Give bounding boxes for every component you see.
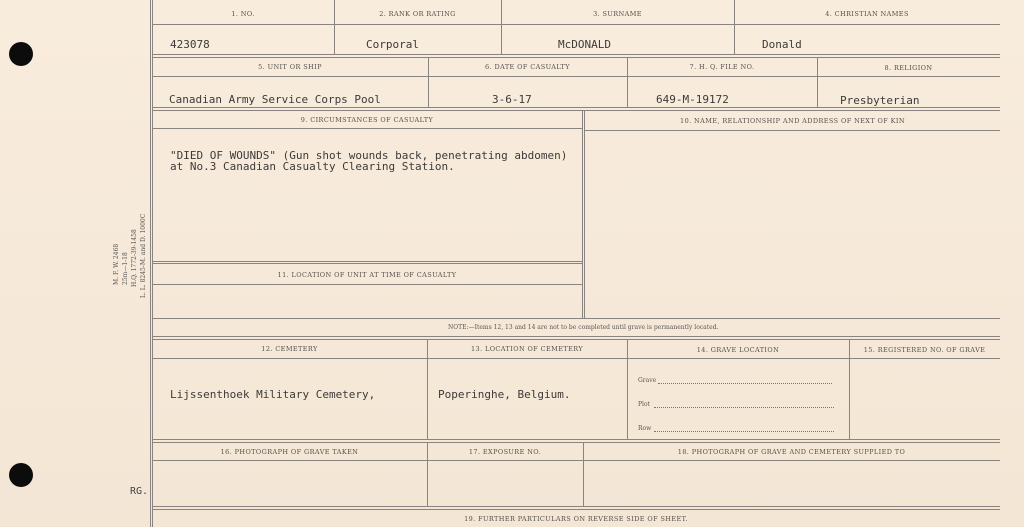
rank-label: 2. RANK OR RATING [379, 10, 456, 18]
date-label: 6. DATE OF CASUALTY [485, 63, 570, 71]
punch-hole-top [9, 42, 33, 66]
circumstances-line-1: "DIED OF WOUNDS" (Gun shot wounds back, penetrating abdomen) [170, 149, 568, 162]
grave-location-label: 14. GRAVE LOCATION [696, 346, 780, 354]
row-field-label: Row [638, 425, 652, 432]
photo-taken-label: 16. PHOTOGRAPH OF GRAVE TAKEN [220, 448, 359, 456]
cemetery-location-label: 13. LOCATION OF CEMETERY [470, 345, 584, 353]
rule [152, 506, 1000, 507]
note-text: NOTE:—Items 12, 13 and 14 are not to be completed until grave is permanently located. [448, 324, 719, 331]
surname-label: 3. SURNAME [593, 10, 642, 18]
rule [734, 0, 735, 54]
rule [152, 439, 1000, 440]
rule [334, 0, 335, 54]
rule [152, 57, 1000, 58]
no-label: 1. NO. [231, 10, 255, 18]
no-value: 423078 [170, 38, 210, 51]
christian-names-value: Donald [762, 38, 802, 51]
rule [152, 284, 582, 285]
punch-hole-bottom [9, 463, 33, 487]
hq-file-value: 649-M-19172 [656, 93, 729, 106]
hq-file-label: 7. H. Q. FILE NO. [689, 63, 755, 71]
cemetery-label: 12. CEMETERY [261, 345, 318, 353]
religion-label: 8. RELIGION [884, 64, 933, 72]
registered-no-label: 15. REGISTERED NO. OF GRAVE [863, 346, 986, 354]
rule [152, 336, 1000, 337]
unit-value: Canadian Army Service Corps Pool [169, 93, 381, 106]
plot-dotted-line [654, 406, 834, 408]
rule [152, 107, 1000, 108]
rule [152, 261, 582, 262]
plot-field-label: Plot [638, 401, 650, 408]
location-unit-label: 11. LOCATION OF UNIT AT TIME OF CASUALTY [277, 271, 457, 279]
rule [582, 110, 583, 318]
photo-supplied-label: 18. PHOTOGRAPH OF GRAVE AND CEMETERY SUPPLIED TO [677, 448, 906, 456]
grave-dotted-line [658, 382, 832, 384]
rank-value: Corporal [366, 38, 419, 51]
further-particulars-label: 19. FURTHER PARTICULARS ON REVERSE SIDE OF SHEET. [464, 515, 688, 523]
circumstances-label: 9. CIRCUMSTANCES OF CASUALTY [300, 116, 434, 124]
left-border [150, 0, 151, 527]
date-value: 3-6-17 [492, 93, 532, 106]
rule [152, 358, 1000, 359]
rule [152, 76, 1000, 77]
rule [627, 339, 628, 439]
cemetery-location-value: Poperinghe, Belgium. [438, 388, 571, 401]
row-dotted-line [654, 430, 834, 432]
rule [584, 110, 585, 318]
margin-line-3: H.Q. 1772-39-1458 [131, 229, 138, 287]
rule [427, 339, 428, 439]
rule [152, 263, 582, 264]
grave-field-label: Grave [638, 377, 657, 384]
clerk-initials: RG. [130, 486, 149, 497]
rule [152, 318, 1000, 319]
rule [152, 110, 1000, 111]
margin-line-2: 25m—1-18 [122, 252, 129, 285]
next-of-kin-label: 10. NAME, RELATIONSHIP AND ADDRESS OF NEXT OF KIN [680, 117, 905, 125]
rule [152, 442, 1000, 443]
rule [152, 54, 1000, 55]
circumstances-line-2: at No.3 Canadian Casualty Clearing Station. [170, 160, 455, 173]
religion-value: Presbyterian [840, 94, 920, 107]
surname-value: McDONALD [558, 38, 611, 51]
rule [152, 509, 1000, 510]
rule [152, 339, 1000, 340]
rule [501, 0, 502, 54]
unit-label: 5. UNIT OR SHIP [258, 63, 322, 71]
margin-line-4: L. L. 8245-M. and D. 1000C [140, 213, 147, 298]
margin-line-1: M. F. W. 2468 [113, 243, 120, 285]
cemetery-value: Lijssenthoek Military Cemetery, [170, 388, 376, 401]
rule [849, 339, 850, 439]
exposure-label: 17. EXPOSURE NO. [468, 448, 542, 456]
rule [585, 130, 1000, 131]
rule [152, 24, 1000, 25]
rule [152, 128, 582, 129]
christian-names-label: 4. CHRISTIAN NAMES [825, 10, 909, 18]
rule [152, 460, 1000, 461]
